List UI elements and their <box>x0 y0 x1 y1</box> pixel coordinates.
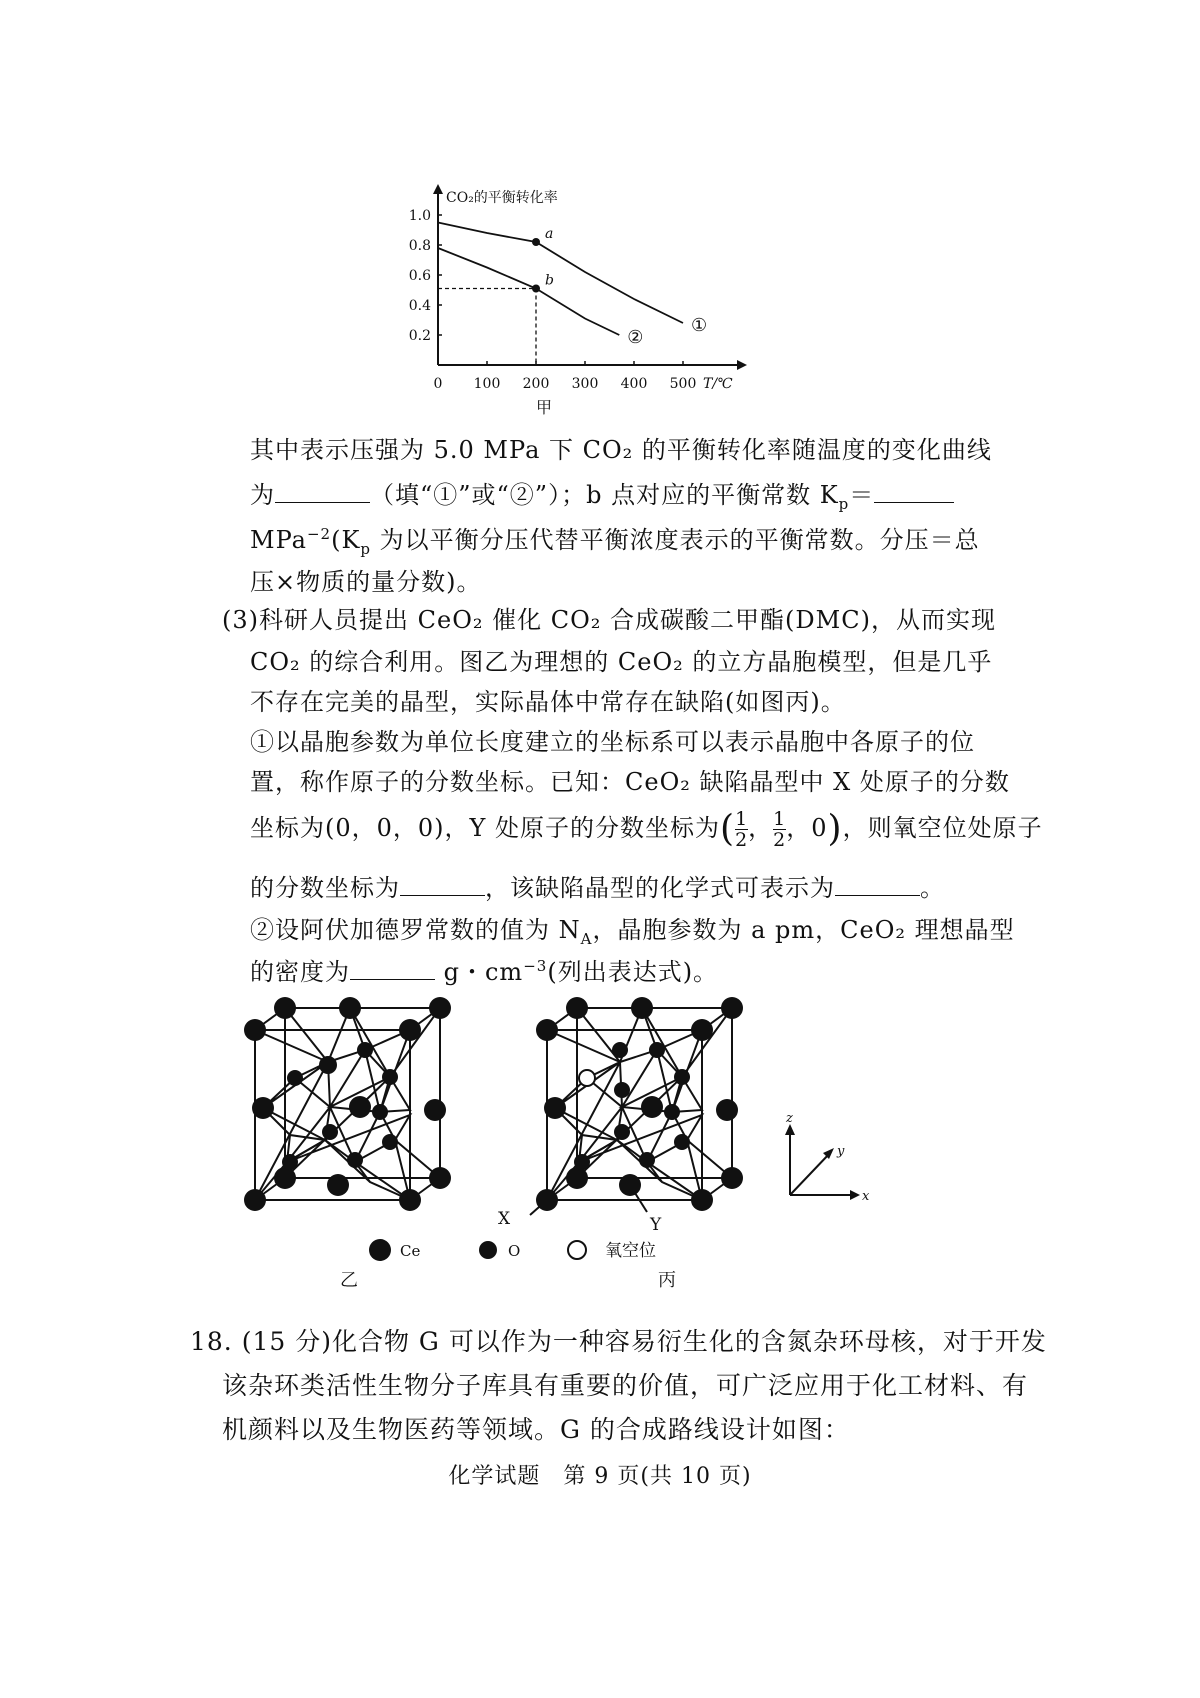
point-label-a: a <box>545 226 554 242</box>
question-3-text: 不存在完美的晶型，实际晶体中常存在缺陷(如图丙)。 <box>250 688 846 716</box>
o-atom <box>674 1134 690 1150</box>
legend-o-marker <box>479 1241 497 1259</box>
coordinate-axes <box>790 1130 855 1195</box>
series-label-2: ② <box>627 327 644 348</box>
ce-atom <box>641 1096 663 1118</box>
series-label-1: ① <box>691 315 708 336</box>
ce-atom <box>252 1097 274 1119</box>
crystal-figures-svg <box>230 990 910 1310</box>
paragraph-text: MPa <box>250 526 307 554</box>
x-axis-title: T/℃ <box>703 376 733 392</box>
comma: ， <box>748 814 774 842</box>
chart-caption: 甲 <box>535 398 553 417</box>
o-atom <box>282 1154 298 1170</box>
fraction-denominator: 2 <box>773 829 787 851</box>
figure-caption-right: 丙 <box>658 1270 676 1291</box>
oxygen-vacancy <box>579 1070 595 1086</box>
ce-atom <box>429 1167 451 1189</box>
x-tick-label: 400 <box>620 376 648 392</box>
y-tick-label: 1.0 <box>408 208 431 224</box>
axis-x-arrow <box>850 1190 860 1200</box>
text-line <box>250 562 481 597</box>
ce-atom <box>566 997 588 1019</box>
answer-blank[interactable] <box>400 875 485 896</box>
ce-atom <box>327 1174 349 1196</box>
y-tick-label: 0.4 <box>408 298 431 314</box>
ce-atom <box>721 997 743 1019</box>
question-18-text: 18. (15 分)化合物 G 可以作为一种容易衍生化的含氮杂环母核，对于开发 <box>190 1327 1047 1356</box>
text-line <box>250 952 718 987</box>
ce-atom <box>244 1189 266 1211</box>
superscript: −3 <box>523 957 548 975</box>
ce-atom <box>244 1019 266 1041</box>
paragraph-text: 其中表示压强为 5.0 MPa 下 CO₂ 的平衡转化率随温度的变化曲线 <box>250 436 992 464</box>
text-line <box>250 642 992 677</box>
o-atom <box>574 1154 590 1170</box>
legend-ce-label: Ce <box>400 1242 421 1260</box>
paren: ) <box>827 808 843 850</box>
subscript: p <box>360 539 371 558</box>
ce-atom <box>349 1096 371 1118</box>
question-18-text: 该杂环类活性生物分子库具有重要的价值，可广泛应用于化工材料、有 <box>222 1371 1029 1400</box>
ce-atom <box>566 1167 588 1189</box>
text-line <box>222 600 996 635</box>
o-atom <box>372 1104 388 1120</box>
o-atom <box>287 1070 303 1086</box>
ce-atom <box>721 1167 743 1189</box>
conversion-chart-svg <box>405 190 825 450</box>
o-atom <box>347 1152 363 1168</box>
question-3-text: CO₂ 的综合利用。图乙为理想的 CeO₂ 的立方晶胞模型，但是几乎 <box>250 648 993 676</box>
x-axis-arrow <box>737 360 747 370</box>
ce-atom <box>631 997 653 1019</box>
y-axis-title: CO₂的平衡转化率 <box>446 190 558 206</box>
ce-atom <box>399 1189 421 1211</box>
question-3-text: (3)科研人员提出 CeO₂ 催化 CO₂ 合成碳酸二甲酯(DMC)，从而实现 <box>222 606 996 634</box>
ce-atom <box>339 997 361 1019</box>
ce-atom <box>691 1019 713 1041</box>
ce-atom <box>536 1019 558 1041</box>
y-tick-label: 0.2 <box>408 328 431 344</box>
o-atom <box>664 1104 680 1120</box>
paragraph-text: ＝ <box>849 481 875 509</box>
x-tick-label: 500 <box>669 376 697 392</box>
axis-x-label: x <box>862 1189 870 1204</box>
axis-z-label: z <box>786 1111 793 1126</box>
paragraph-text: 为以平衡分压代替平衡浓度表示的平衡常数。分压＝总 <box>370 526 980 554</box>
paren: ( <box>720 808 736 850</box>
text-line <box>250 475 954 513</box>
o-atom <box>674 1069 690 1085</box>
x-tick-label: 0 <box>433 376 443 392</box>
axis-y-line <box>790 1153 830 1195</box>
question-3-text: 坐标为(0，0，0)，Y 处原子的分数坐标为 <box>250 814 721 842</box>
text-line <box>250 520 980 558</box>
question-3-text: 置，称作原子的分数坐标。已知：CeO₂ 缺陷晶型中 X 处原子的分数 <box>250 768 1010 796</box>
x-tick-label: 200 <box>522 376 550 392</box>
point-a <box>532 238 540 246</box>
ce-atom <box>399 1019 421 1041</box>
x-tick-label: 300 <box>571 376 599 392</box>
question-3-text: ②设阿伏加德罗常数的值为 N <box>250 916 581 944</box>
ce-atom <box>544 1097 566 1119</box>
subscript: A <box>580 929 593 948</box>
text-line <box>250 762 1010 797</box>
ce-atom <box>691 1189 713 1211</box>
ce-atom <box>619 1174 641 1196</box>
o-atom <box>322 1124 338 1140</box>
question-3-text: ，0 <box>786 814 828 842</box>
label-y-atom: Y <box>650 1215 662 1235</box>
superscript: −2 <box>306 525 332 543</box>
question-3-text: (列出表达式)。 <box>547 958 719 986</box>
legend-ce-marker <box>369 1239 391 1261</box>
ce-atom <box>274 997 296 1019</box>
text-line <box>250 430 992 465</box>
ce-atom <box>536 1189 558 1211</box>
conversion-chart <box>405 190 825 450</box>
question-3-text: 。 <box>920 874 945 902</box>
question-3-text: ，则氧空位处原子 <box>842 814 1043 842</box>
subscript: p <box>838 494 850 513</box>
text-line <box>250 868 945 903</box>
y-tick-label: 0.8 <box>408 238 431 254</box>
answer-blank[interactable] <box>275 482 370 503</box>
o-atom <box>649 1042 665 1058</box>
point-label-b: b <box>545 272 554 289</box>
o-atom <box>357 1042 373 1058</box>
question-3-text: ①以晶胞参数为单位长度建立的坐标系可以表示晶胞中各原子的位 <box>250 728 975 756</box>
y-tick-label: 0.6 <box>408 268 431 284</box>
question-3-text: 的分数坐标为 <box>250 874 400 902</box>
page-footer: 化学试题 第 9 页(共 10 页) <box>448 1464 752 1489</box>
label-x-atom: X <box>498 1209 511 1229</box>
o-atom <box>639 1152 655 1168</box>
o-atom <box>614 1124 630 1140</box>
legend-vacancy-label: 氧空位 <box>605 1241 656 1261</box>
legend-vacancy-marker <box>568 1241 586 1259</box>
crystal-figures <box>230 990 910 1310</box>
fraction-numerator: 1 <box>735 808 749 830</box>
paragraph-text: （填“①”或“②”）；b 点对应的平衡常数 K <box>370 481 839 509</box>
question-3-text: 的密度为 <box>250 958 350 986</box>
text-line <box>222 1410 850 1446</box>
o-atom <box>382 1069 398 1085</box>
text-line <box>250 682 846 717</box>
ce-atom <box>424 1099 446 1121</box>
fraction-denominator: 2 <box>735 829 749 851</box>
text-line <box>190 1322 1047 1358</box>
x-tick-label: 100 <box>473 376 501 392</box>
o-atom <box>612 1042 628 1058</box>
axis-y-label: y <box>837 1144 845 1159</box>
question-18-text: 机颜料以及生物医药等领域。G 的合成路线设计如图： <box>222 1415 850 1444</box>
ce-atom <box>274 1167 296 1189</box>
o-atom <box>382 1134 398 1150</box>
answer-blank[interactable] <box>350 959 435 980</box>
paragraph-text: 为 <box>250 481 275 509</box>
answer-blank[interactable] <box>835 875 920 896</box>
text-line <box>250 808 1043 850</box>
legend-o-label: O <box>508 1242 521 1260</box>
fraction-numerator: 1 <box>773 808 787 830</box>
paragraph-text: (K <box>331 526 361 554</box>
series-line-1 <box>438 223 683 324</box>
ce-atom <box>429 997 451 1019</box>
question-3-text: ，该缺陷晶型的化学式可表示为 <box>485 874 835 902</box>
figure-caption-left: 乙 <box>340 1270 358 1291</box>
ce-atom <box>319 1056 337 1074</box>
text-line <box>250 910 1015 948</box>
question-3-text: ，晶胞参数为 a pm，CeO₂ 理想晶型 <box>592 916 1015 944</box>
o-atom <box>614 1082 630 1098</box>
y-axis-arrow <box>433 184 443 194</box>
text-line <box>222 1366 1028 1402</box>
fraction <box>735 809 748 850</box>
question-3-text: g・cm <box>435 958 524 986</box>
paragraph-text: 压×物质的量分数)。 <box>250 568 482 596</box>
series-line-2 <box>438 248 619 335</box>
ce-atom <box>716 1099 738 1121</box>
fraction <box>773 809 786 850</box>
answer-blank[interactable] <box>874 482 954 503</box>
text-line <box>250 722 975 757</box>
